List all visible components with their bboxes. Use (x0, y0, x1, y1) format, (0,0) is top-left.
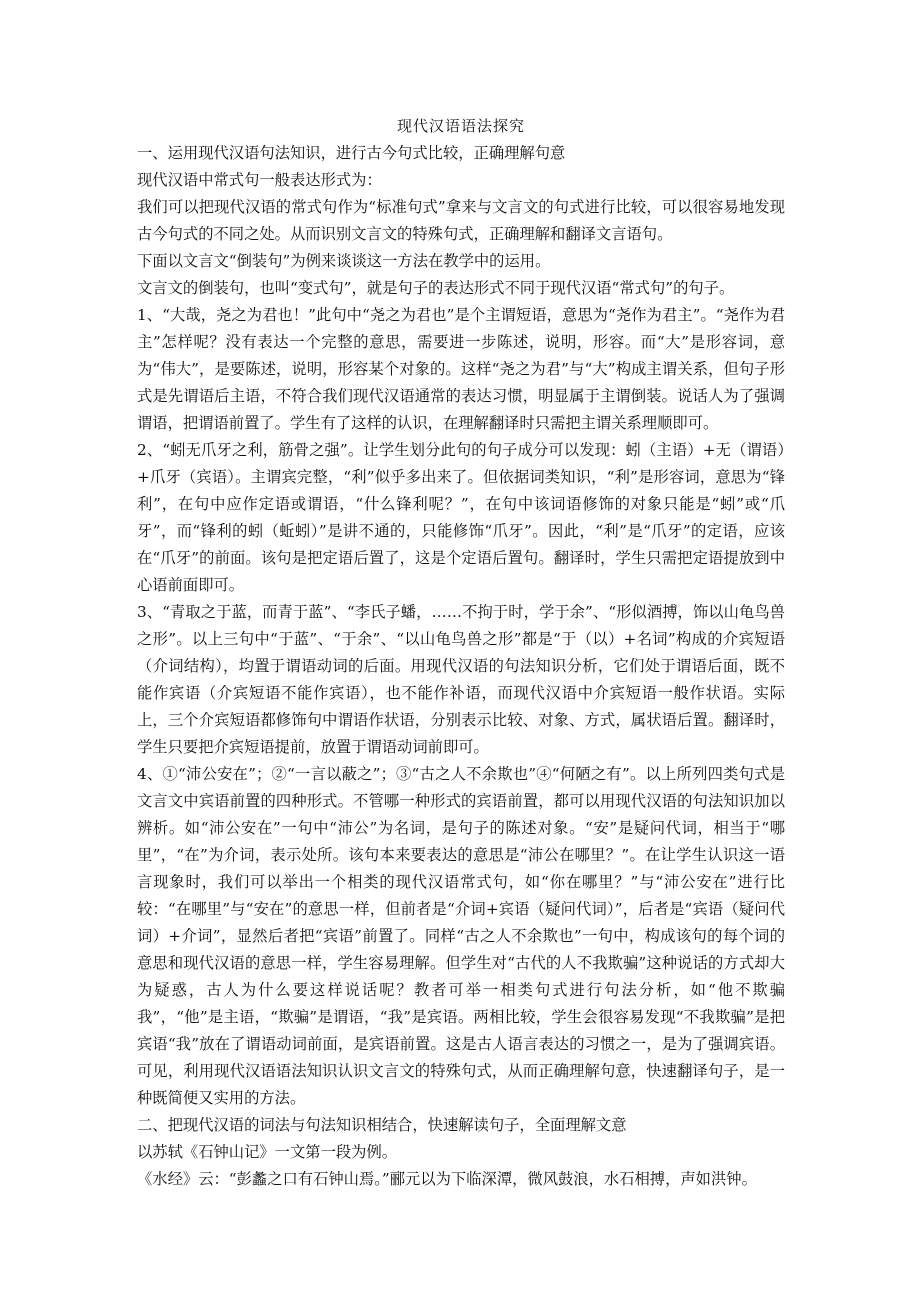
paragraph-example-2: 2、“蚓无爪牙之利，筋骨之强”。让学生划分此句的句子成分可以发现：蚓（主语）+无（谓语）+爪牙（宾语）。主谓宾完整，“利”似乎多出来了。但依据词类知识，“利”是形容词，意思为“锋利”，在句中应作定语或谓语，“什么锋利呢？”，在句中该词语修饰的对象只能是“蚓”或“爪牙”，而“锋利的蚓（蚯蚓）”是讲不通的，只能修饰“爪牙”。因此，“利”是“爪牙”的定语，应该在“爪牙”的前面。该句是把定语后置了，这是个定语后置句。翻译时，学生只需把定语提放到中心语前面即可。 (137, 441, 785, 594)
paragraph: 我们可以把现代汉语的常式句作为“标准句式”拿来与文言文的句式进行比较，可以很容易地发现古今句式的不同之处。从而识别文言文的特殊句式，正确理解和翻译文言语句。 (137, 198, 785, 243)
paragraph: 以苏轼《石钟山记》一文第一段为例。 (137, 1143, 398, 1161)
paragraph-example-4: 4、①“沛公安在”；②“一言以蔽之”；③“古之人不余欺也”④“何陋之有”。以上所列四类句式是文言文中宾语前置的四种形式。不管哪一种形式的宾语前置，都可以用现代汉语的句法知识加以辨析。如“沛公安在”一句中“沛公”为名词，是句子的陈述对象。“安”是疑问代词，相当于“哪里”，“在”为介词，表示处所。该句本来要表达的意思是“沛公在哪里？”。在让学生认识这一语言现象时，我们可以举出一个相类的现代汉语常式句，如“你在哪里？”与“沛公安在”进行比较：“在哪里”与“安在”的意思一样，但前者是“介词+宾语（疑问代词）”，后者是“宾语（疑问代词）+介词”，显然后者把“宾语”前置了。同样“古之人不余欺也”一句中，构成该句的每个词的意思和现代汉语的意思一样，学生容易理解。但学生对“古代的人不我欺骗”这种说话的方式却大为疑惑，古人为什么要这样说话呢？教者可举一相类句式进行句法分析，如“他不欺骗我”，“他”是主语，“欺骗”是谓语，“我”是宾语。两相比较，学生会很容易发现“不我欺骗”是把宾语“我”放在了谓语动词前面，是宾语前置。这是古人语言表达的习惯之一，是为了强调宾语。可见，利用现代汉语语法知识认识文言文的特殊句式，从而正确理解句意，快速翻译句子，是一种既简便又实用的方法。 (137, 765, 785, 1107)
section-heading-1: 一、运用现代汉语句法知识，进行古今句式比较，正确理解句意 (137, 144, 566, 162)
paragraph-example-1: 1、“大哉，尧之为君也！”此句中“尧之为君也”是个主谓短语，意思为“尧作为君主”。“尧作为君主”怎样呢？没有表达一个完整的意思，需要进一步陈述，说明，形容。而“大”是形容词，意为“伟大”，是要陈述，说明，形容某个对象的。这样“尧之为君”与“大”构成主谓关系，但句子形式是先谓语后主语，不符合我们现代汉语通常的表达习惯，明显属于主谓倒装。说话人为了强调谓语，把谓语前置了。学生有了这样的认识，在理解翻译时只需把主谓关系理顺即可。 (137, 306, 785, 432)
paragraph-example-3: 3、“青取之于蓝，而青于蓝”、“李氏子蟠，……不拘于时，学于余”、“形似酒搏，饰以山龟鸟兽之形”。以上三句中“于蓝”、“于余”、“以山龟鸟兽之形”都是“于（以）+名词”构成的介宾短语（介词结构），均置于谓语动词的后面。用现代汉语的句法知识分析，它们处于谓语后面，既不能作宾语（介宾短语不能作宾语），也不能作补语，而现代汉语中介宾短语一般作状语。实际上，三个介宾短语都修饰句中谓语作状语，分别表示比较、对象、方式，属状语后置。翻译时，学生只要把介宾短语提前，放置于谓语动词前即可。 (137, 603, 785, 756)
paragraph: 《水经》云：“彭蠡之口有石钟山焉。”郦元以为下临深潭，微风鼓浪，水石相搏，声如洪钟。 (137, 1170, 757, 1188)
paragraph: 文言文的倒装句，也叫“变式句”，就是句子的表达形式不同于现代汉语“常式句”的句子。 (137, 279, 735, 297)
document-title: 现代汉语语法探究 (396, 117, 525, 135)
section-heading-2: 二、把现代汉语的词法与句法知识相结合，快速解读句子，全面理解文意 (137, 1116, 627, 1134)
paragraph: 现代汉语中常式句一般表达形式为： (137, 171, 382, 189)
paragraph: 下面以文言文“倒装句”为例来谈谈这一方法在教学中的运用。 (137, 252, 551, 270)
document-body (137, 112, 785, 1193)
